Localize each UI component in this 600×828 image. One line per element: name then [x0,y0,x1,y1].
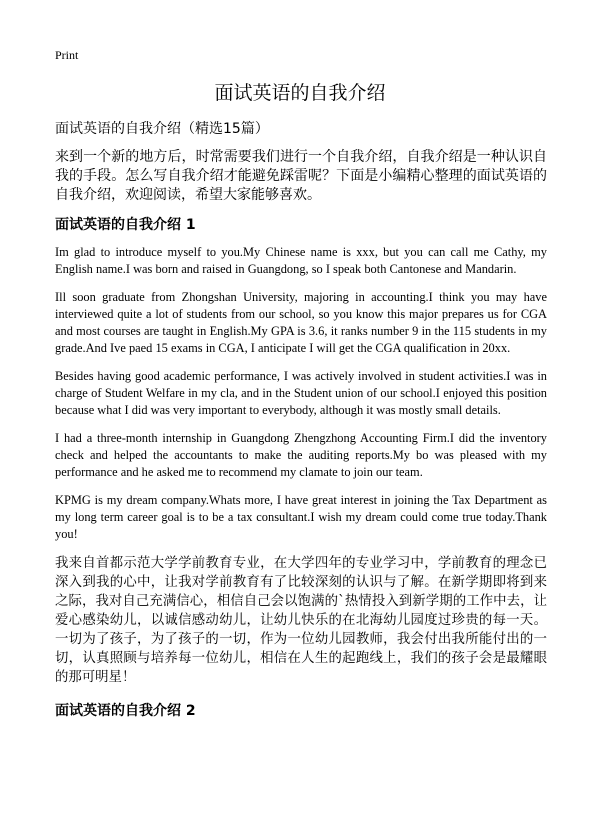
english-paragraph: Besides having good academic performance, I was actively involved in student activities.I was in charge of Student Welfare in my cla, and in the Student union of our school.I enjoyed this position because what I did was very important to everybody, although it was mostly small details. [55,369,547,417]
section-heading-2: 面试英语的自我介绍 2 [55,703,196,719]
english-paragraph: Im glad to introduce myself to you.My Chinese name is xxx, but you can call me Cathy, my English name.I was born and raised in Guangdong, so I speak both Cantonese and Mandarin. [55,245,547,276]
english-paragraph: I had a three-month internship in Guangdong Zhengzhong Accounting Firm.I did the inventory check and helped the accountants to make the auditing reports.My bo was pleased with my performance and he asked me to recommend my clamate to join our team. [55,431,547,479]
document-subtitle: 面试英语的自我介绍（精选15篇） [55,121,269,137]
chinese-paragraph: 我来自首都示范大学学前教育专业，在大学四年的专业学习中，学前教育的理念已深入到我的心中，让我对学前教育有了比较深刻的认识与了解。在新学期即将到来之际，我对自己充满信心，相信自己会以饱满的`热情投入到新学期的工作中去，让爱心感染幼儿，以诚信感动幼儿，让幼儿快乐的在北海幼儿园度过珍贵的每一天。一切为了孩子，为了孩子的一切，作为一位幼儿园教师，我会付出我所能付出的一切，认真照顾与培养每一位幼儿，相信在人生的起跑线上，我们的孩子会是最耀眼的那可明星！ [55,556,547,685]
print-link[interactable]: Print [55,48,79,62]
intro-paragraph: 来到一个新的地方后，时常需要我们进行一个自我介绍，自我介绍是一种认识自我的手段。怎么写自我介绍才能避免踩雷呢？下面是小编精心整理的面试英语的自我介绍，欢迎阅读，希望大家能够喜欢。 [55,149,547,203]
page-title: 面试英语的自我介绍 [214,82,386,104]
english-paragraph: KPMG is my dream company.Whats more, I have great interest in joining the Tax Department as my long term career goal is to be a tax consultant.I wish my dream could come true today.Thank you! [55,493,547,541]
section-heading-1: 面试英语的自我介绍 1 [55,217,196,233]
english-paragraph: Ill soon graduate from Zhongshan University, majoring in accounting.I think you may have interviewed quite a lot of students from our school, so you know this major prepares us for CGA and most courses are taught in English.My GPA is 3.6, it ranks number 9 in the 115 students in my grade.And Ive paed 15 exams in CGA, I anticipate I will get the CGA qualification in 20xx. [55,290,547,355]
document-body [55,120,547,730]
